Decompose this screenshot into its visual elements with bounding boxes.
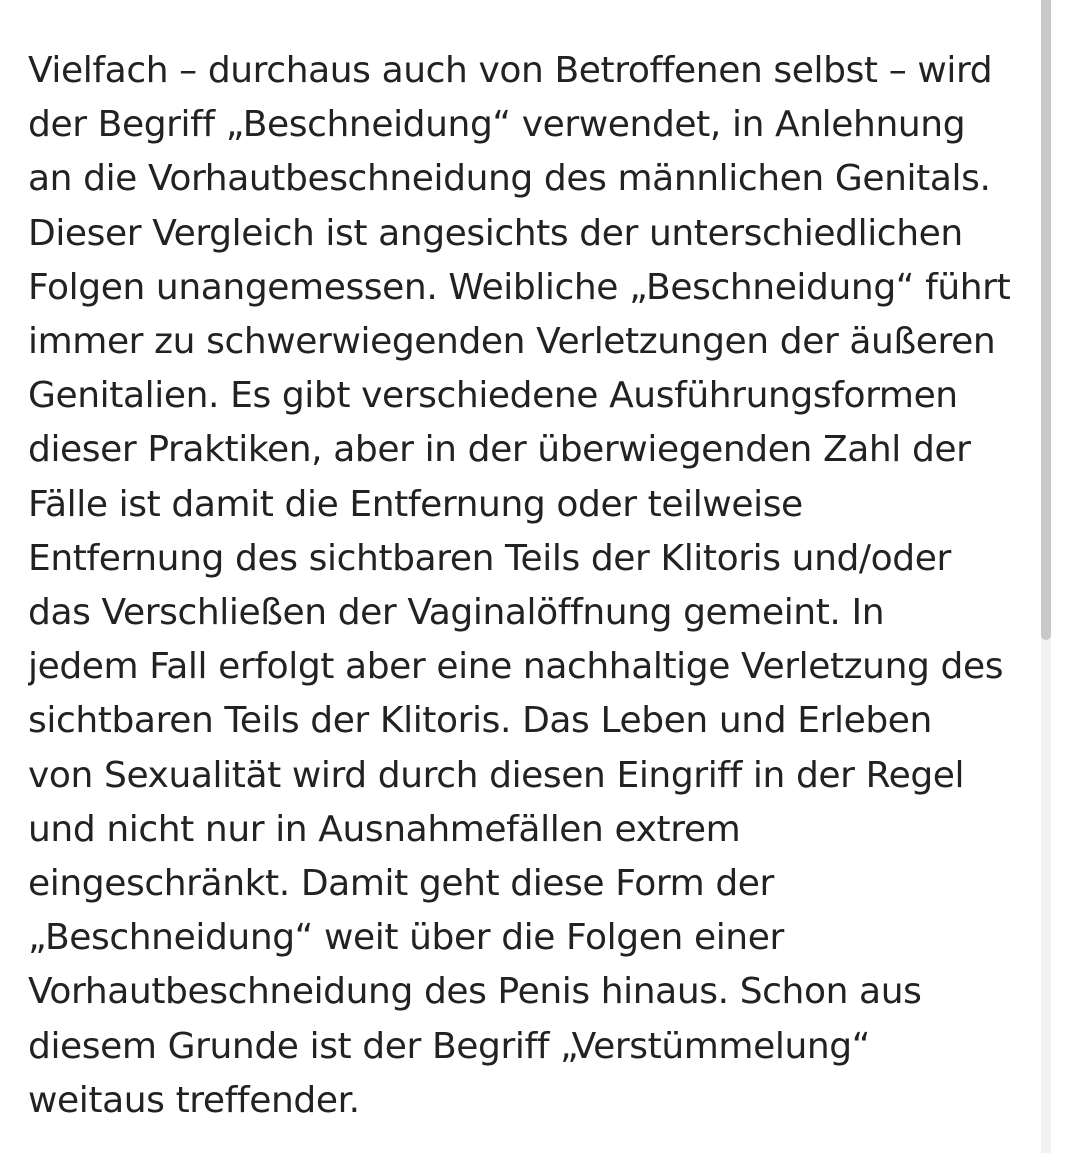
paragraph-line: an die Vorhautbeschneidung des männlichen Genitals. [28,158,991,200]
paragraph-line: diesem Grunde ist der Begriff „Verstümmelung“ [28,1025,870,1067]
paragraph-line: Entfernung des sichtbaren Teils der Klitoris und/oder [28,537,951,579]
paragraph-line: Vielfach – durchaus auch von Betroffenen selbst – wird [28,50,993,91]
paragraph-line: Genitalien. Es gibt verschiedene Ausführungsformen [28,375,958,417]
paragraph-line: weitaus treffender. [28,1079,360,1121]
paragraph-line: sichtbaren Teils der Klitoris. Das Leben und Erleben [28,700,932,742]
paragraph-line: von Sexualität wird durch diesen Eingriff in der Regel [28,754,965,796]
article-paragraph [28,44,1068,1128]
paragraph-line: Folgen unangemessen. Weibliche „Beschneidung“ führt [28,266,1011,308]
paragraph-line: das Verschließen der Vaginalöffnung gemeint. In [28,592,885,634]
paragraph-line: Vorhautbeschneidung des Penis hinaus. Schon aus [28,971,922,1013]
paragraph-line: der Begriff „Beschneidung“ verwendet, in Anlehnung [28,104,966,146]
paragraph-line: und nicht nur in Ausnahmefällen extrem [28,808,741,850]
scrollbar-thumb[interactable] [1041,0,1051,640]
paragraph-line: eingeschränkt. Damit geht diese Form der [28,863,774,905]
paragraph-line: dieser Praktiken, aber in der überwiegenden Zahl der [28,429,971,471]
paragraph-line: Fälle ist damit die Entfernung oder teilweise [28,483,803,525]
paragraph-line: „Beschneidung“ weit über die Folgen einer [28,917,784,959]
paragraph-line: immer zu schwerwiegenden Verletzungen der äußeren [28,321,996,363]
paragraph-line: jedem Fall erfolgt aber eine nachhaltige Verletzung des [28,646,1004,688]
paragraph-line: Dieser Vergleich ist angesichts der unterschiedlichen [28,212,963,254]
